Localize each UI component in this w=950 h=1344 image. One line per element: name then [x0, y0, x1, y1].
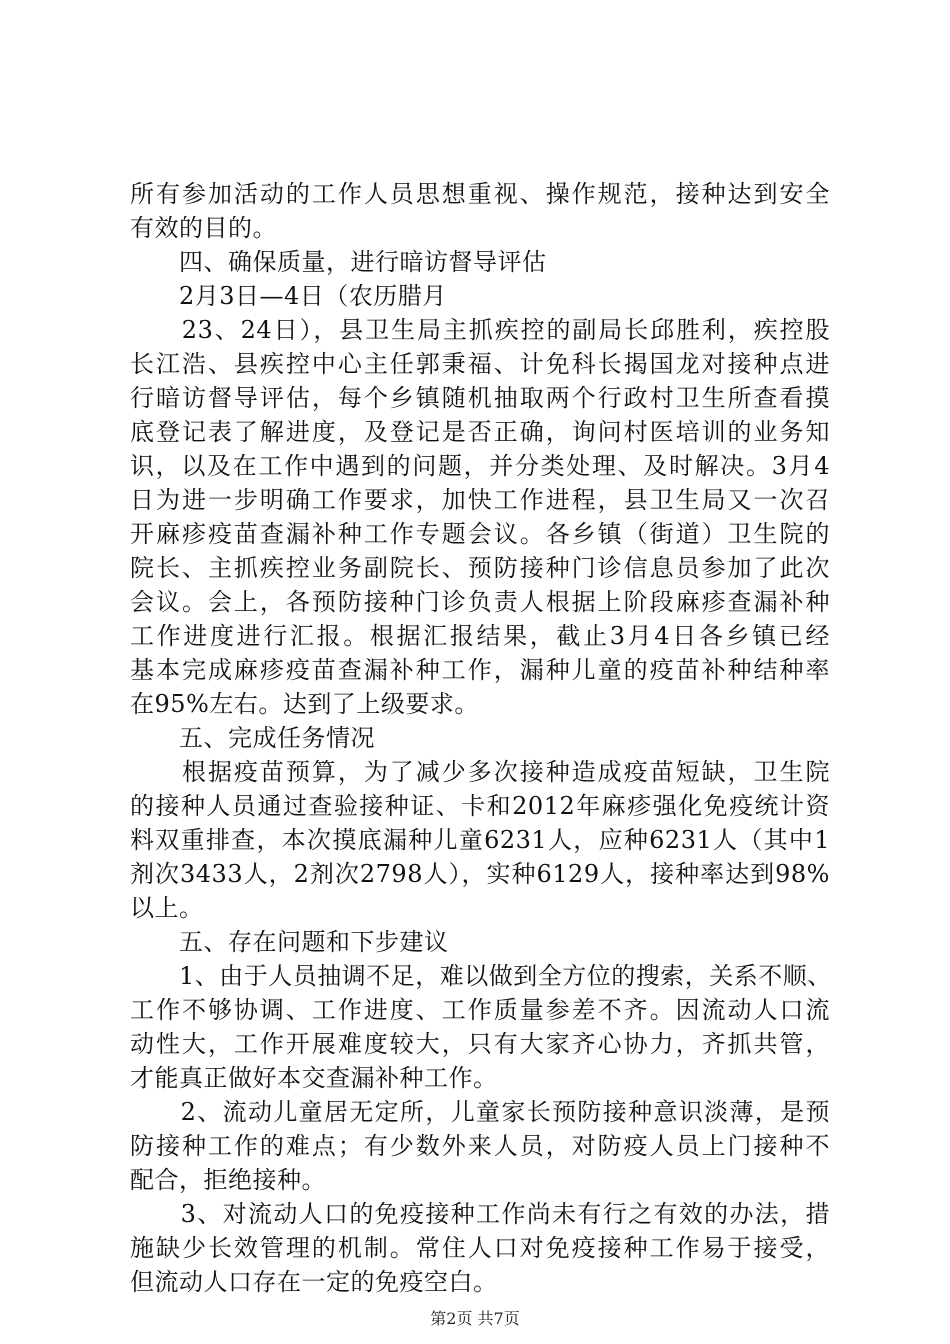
text-line: 剂次3433人，2剂次2798人），实种6129人，接种率达到98%	[130, 860, 830, 888]
text-line: 在95%左右。达到了上级要求。	[130, 690, 479, 718]
text-line: 的接种人员通过查验接种证、卡和2012年麻疹强化免疫统计资	[130, 792, 830, 820]
text-line: 3、对流动人口的免疫接种工作尚未有行之有效的办法，措	[130, 1200, 830, 1228]
text-line: 以上。	[130, 894, 204, 922]
text-line: 23、24日），县卫生局主抓疾控的副局长邱胜利，疾控股	[130, 316, 830, 344]
text-line: 2月3日—4日（农历腊月	[130, 282, 447, 310]
section-heading: 五、存在问题和下步建议	[130, 928, 449, 956]
text-line: 但流动人口存在一定的免疫空白。	[130, 1268, 498, 1296]
text-line: 工作不够协调、工作进度、工作质量参差不齐。因流动人口流	[130, 996, 830, 1024]
text-line: 防接种工作的难点；有少数外来人员，对防疫人员上门接种不	[130, 1132, 830, 1160]
text-line: 会议。会上，各预防接种门诊负责人根据上阶段麻疹查漏补种	[130, 588, 830, 616]
text-line: 施缺少长效管理的机制。常住人口对免疫接种工作易于接受，	[130, 1234, 830, 1262]
text-line: 动性大，工作开展难度较大，只有大家齐心协力，齐抓共管，	[130, 1030, 830, 1058]
text-line: 工作进度进行汇报。根据汇报结果，截止3月4日各乡镇已经	[130, 622, 830, 650]
text-line: 长江浩、县疾控中心主任郭秉福、计免科长揭国龙对接种点进	[130, 350, 830, 378]
text-line: 行暗访督导评估，每个乡镇随机抽取两个行政村卫生所查看摸	[130, 384, 830, 412]
page-number: 第2页 共7页	[430, 1309, 520, 1328]
text-line: 所有参加活动的工作人员思想重视、操作规范，接种达到安全	[130, 180, 830, 208]
text-line: 才能真正做好本交查漏补种工作。	[130, 1064, 498, 1092]
text-line: 有效的目的。	[130, 214, 277, 242]
text-line: 2、流动儿童居无定所，儿童家长预防接种意识淡薄，是预	[130, 1098, 830, 1126]
text-line: 底登记表了解进度，及登记是否正确，询问村医培训的业务知	[130, 418, 830, 446]
text-line: 配合，拒绝接种。	[130, 1166, 326, 1194]
text-line: 院长、主抓疾控业务副院长、预防接种门诊信息员参加了此次	[130, 554, 830, 582]
text-line: 日为进一步明确工作要求，加快工作进程，县卫生局又一次召	[130, 486, 830, 514]
text-line: 根据疫苗预算，为了减少多次接种造成疫苗短缺，卫生院	[130, 758, 830, 786]
text-line: 1、由于人员抽调不足，难以做到全方位的搜索，关系不顺、	[130, 962, 832, 990]
text-line: 料双重排查，本次摸底漏种儿童6231人，应种6231人（其中1	[130, 826, 830, 854]
section-heading: 五、完成任务情况	[130, 724, 375, 752]
section-heading: 四、确保质量，进行暗访督导评估	[130, 248, 547, 276]
text-line: 识，以及在工作中遇到的问题，并分类处理、及时解决。3月4	[130, 452, 830, 480]
text-line: 开麻疹疫苗查漏补种工作专题会议。各乡镇（街道）卫生院的	[130, 520, 830, 548]
text-line: 基本完成麻疹疫苗查漏补种工作，漏种儿童的疫苗补种结种率	[130, 656, 830, 684]
